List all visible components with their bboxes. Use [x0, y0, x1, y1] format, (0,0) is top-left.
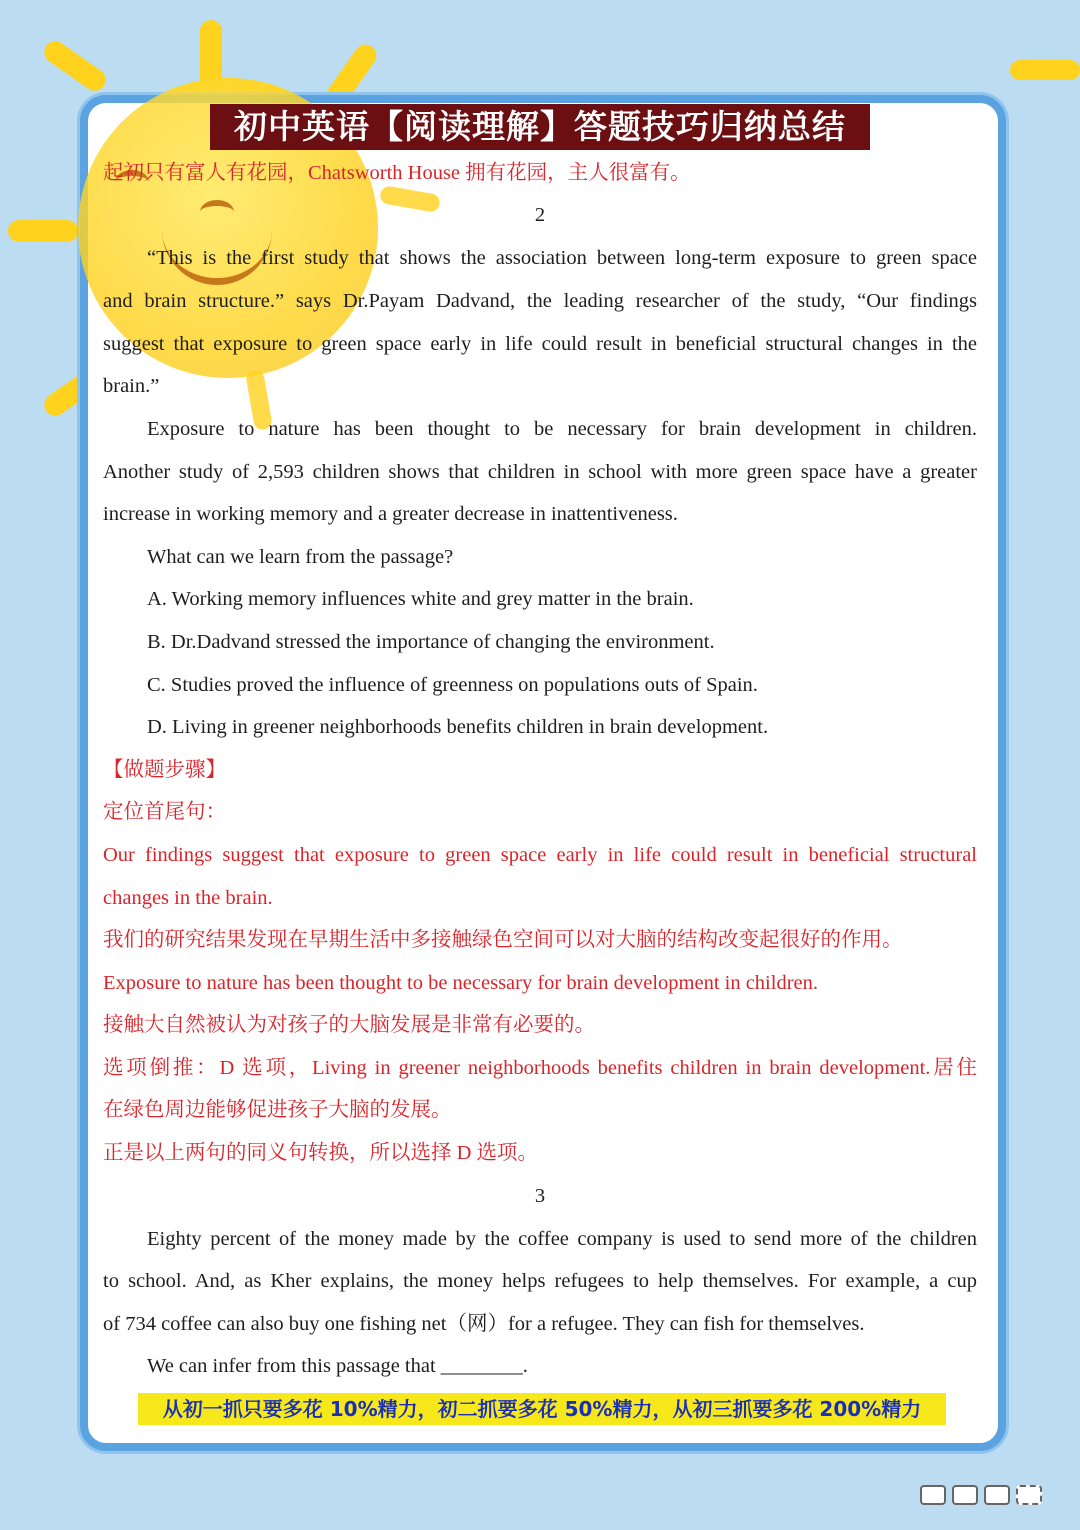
sun-ray [8, 220, 78, 242]
text-line: suggest that exposure to green space early in life could result in beneficial structural changes in the [103, 333, 977, 355]
text-line: to school. And, as Kher explains, the money helps refugees to help themselves. For example, a cup [103, 1270, 977, 1292]
section-number: 3 [534, 1185, 546, 1207]
text-line: Exposure to nature has been thought to be necessary for brain development in children. [103, 972, 818, 994]
text-line: and brain structure.” says Dr.Payam Dadvand, the leading researcher of the study, “Our findings [103, 290, 977, 312]
option-b: B. Dr.Dadvand stressed the importance of changing the environment. [147, 631, 715, 653]
section-number: 2 [534, 204, 546, 226]
text-line: 起初只有富人有花园，Chatsworth House 拥有花园，主人很富有。 [103, 162, 691, 184]
toolbar [920, 1482, 1060, 1508]
text-line: changes in the brain. [103, 887, 273, 909]
text-line: increase in working memory and a greater decrease in inattentiveness. [103, 503, 678, 525]
text-line: 选项倒推：D 选项，Living in greener neighborhoods benefits children in brain development.居住 [103, 1057, 977, 1079]
stroke-decoration [1010, 60, 1080, 80]
text-line: 正是以上两句的同义句转换，所以选择 D 选项。 [103, 1142, 539, 1164]
text-line: 我们的研究结果发现在早期生活中多接触绿色空间可以对大脑的结构改变起很好的作用。 [103, 929, 903, 951]
sun-ray [40, 37, 110, 95]
option-d: D. Living in greener neighborhoods benefits children in brain development. [147, 716, 769, 738]
text-line: brain.” [103, 375, 160, 397]
text-line: Eighty percent of the money made by the coffee company is used to send more of the children [147, 1228, 977, 1250]
text-line: of 734 coffee can also buy one fishing net（网）for a refugee. They can fish for themselves. [103, 1313, 865, 1335]
window-icon[interactable] [952, 1485, 978, 1505]
motivation-banner: 从初一抓只要多花 10%精力，初二抓要多花 50%精力，从初三抓要多花 200%精力 [138, 1393, 946, 1425]
text-line: Another study of 2,593 children shows that children in school with more green space have a greater [103, 461, 977, 483]
stack-icon[interactable] [1016, 1485, 1042, 1505]
option-a: A. Working memory influences white and grey matter in the brain. [147, 588, 694, 610]
question: What can we learn from the passage? [147, 546, 454, 568]
text-line: “This is the first study that shows the association between long-term exposure to green space [147, 247, 977, 269]
text-line: We can infer from this passage that ________. [147, 1355, 528, 1377]
steps-heading: 【做题步骤】 [103, 759, 226, 781]
text-line: 接触大自然被认为对孩子的大脑发展是非常有必要的。 [103, 1014, 595, 1036]
text-line: Exposure to nature has been thought to be necessary for brain development in children. [147, 418, 977, 440]
page-title: 初中英语【阅读理解】答题技巧归纳总结 [210, 104, 870, 150]
window-icon[interactable] [920, 1485, 946, 1505]
text-line: Our findings suggest that exposure to green space early in life could result in beneficial structural [103, 844, 977, 866]
option-c: C. Studies proved the influence of greenness on populations outs of Spain. [147, 674, 758, 696]
text-line: 定位首尾句： [103, 801, 226, 823]
text-line: 在绿色周边能够促进孩子大脑的发展。 [103, 1099, 452, 1121]
window-icon[interactable] [984, 1485, 1010, 1505]
